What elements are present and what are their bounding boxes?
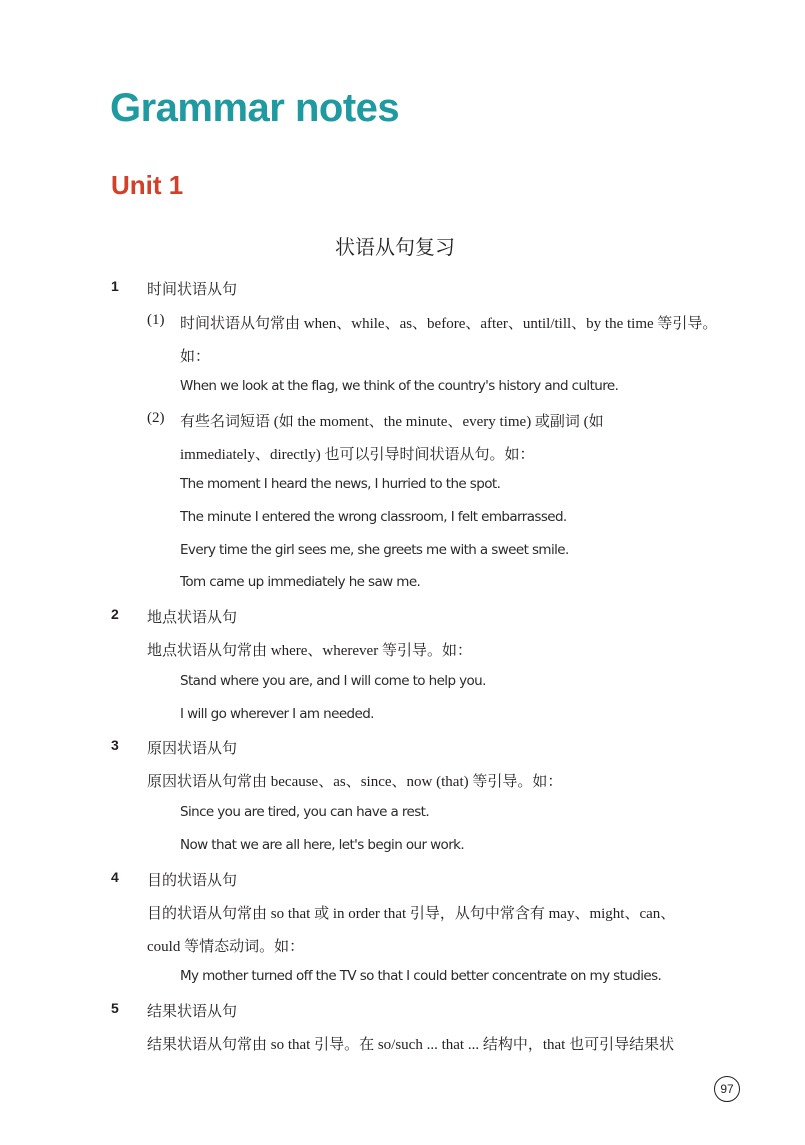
sub-label: (1) — [147, 312, 165, 328]
body-line: 时间状语从句常由 when、while、as、before、after、until/till、by the time 等引导。 — [180, 316, 718, 332]
body-line: immediately、directly) 也可以引导时间状语从句。如： — [180, 447, 535, 463]
unit-heading: Unit 1 — [111, 170, 184, 200]
example-sentence: Since you are tired, you can have a rest. — [180, 804, 430, 820]
body-line: 有些名词短语 (如 the moment、the minute、every time) 或副词 (如 — [180, 414, 604, 430]
example-sentence: The minute I entered the wrong classroom, I felt embarrassed. — [180, 509, 567, 525]
example-sentence: Tom came up immediately he saw me. — [180, 574, 421, 590]
section-number: 1 — [111, 278, 119, 294]
section-title: 时间状语从句 — [147, 282, 238, 298]
body-line: 如： — [180, 349, 211, 365]
example-sentence: I will go wherever I am needed. — [180, 706, 374, 722]
page-title: Grammar notes — [110, 86, 400, 130]
page-number: 97 — [714, 1076, 740, 1102]
body-line: could 等情态动词。如： — [147, 939, 305, 955]
section-title: 目的状语从句 — [147, 873, 238, 889]
section-title: 地点状语从句 — [147, 610, 238, 626]
section-number: 3 — [111, 737, 119, 753]
section-title: 结果状语从句 — [147, 1004, 238, 1020]
example-sentence: The moment I heard the news, I hurried to the spot. — [180, 476, 501, 492]
section-title: 原因状语从句 — [147, 741, 238, 757]
body-line: 地点状语从句常由 where、wherever 等引导。如： — [147, 643, 472, 659]
section-heading: 状语从句复习 — [335, 235, 455, 259]
example-sentence: When we look at the flag, we think of the country's history and culture. — [180, 378, 619, 394]
section-number: 4 — [111, 869, 119, 885]
body-line: 原因状语从句常由 because、as、since、now (that) 等引导。如： — [147, 774, 563, 790]
section-number: 5 — [111, 1000, 119, 1016]
body-line: 目的状语从句常由 so that 或 in order that 引导，从句中常含有 may、might、can、 — [147, 906, 676, 922]
sub-label: (2) — [147, 410, 165, 426]
example-sentence: Every time the girl sees me, she greets me with a sweet smile. — [180, 542, 569, 558]
example-sentence: My mother turned off the TV so that I could better concentrate on my studies. — [180, 968, 662, 984]
body-line: 结果状语从句常由 so that 引导。在 so/such ... that ... 结构中，that 也可引导结果状 — [147, 1037, 675, 1053]
example-sentence: Now that we are all here, let's begin our work. — [180, 837, 465, 853]
section-number: 2 — [111, 606, 119, 622]
example-sentence: Stand where you are, and I will come to help you. — [180, 673, 486, 689]
